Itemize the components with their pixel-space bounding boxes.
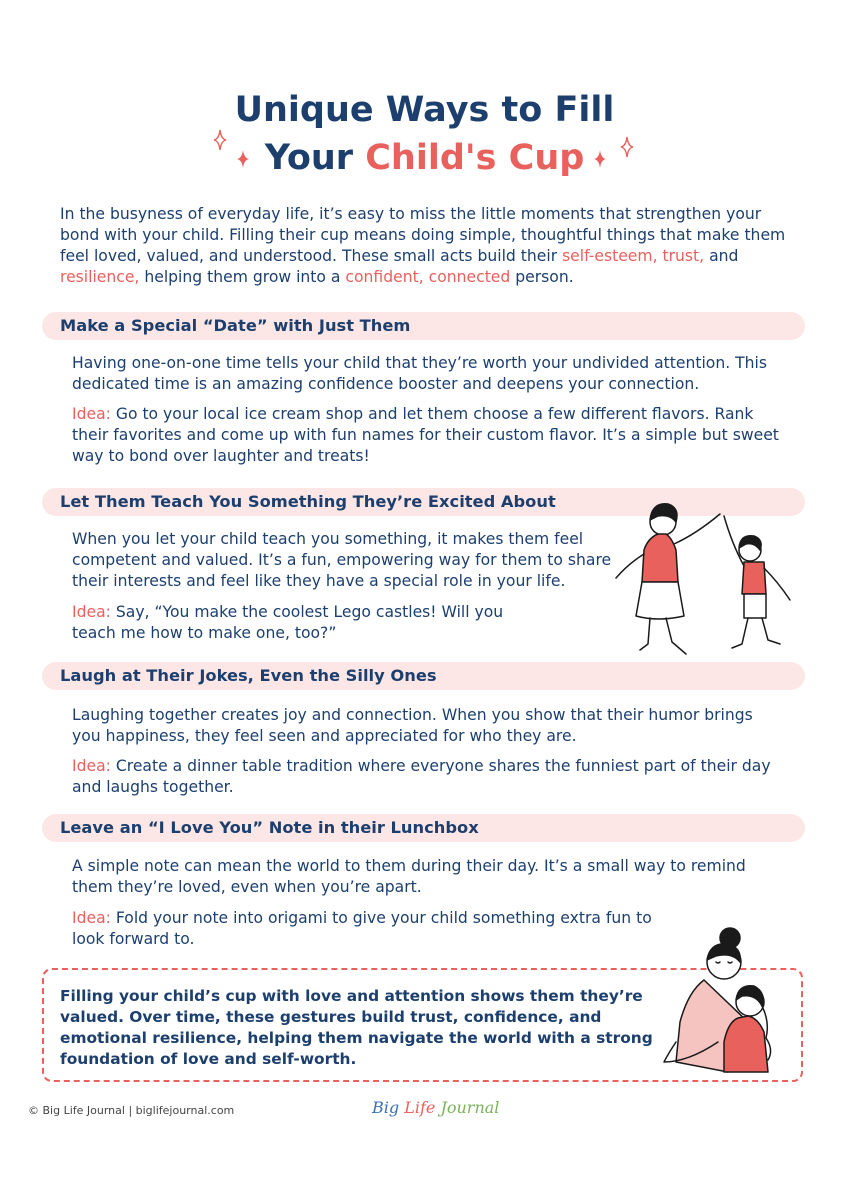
hug-illustration: [658, 922, 788, 1082]
idea-text: Fold your note into origami to give your child something extra fun to look forward to.: [72, 909, 652, 948]
intro-text: helping them grow into a: [139, 268, 346, 286]
sparkle-icon: [594, 150, 606, 168]
intro-highlight: self-esteem, trust,: [562, 247, 705, 265]
logo-word: Journal: [440, 1098, 500, 1117]
section-body: Laughing together creates joy and connection. When you show that their humor brings you happiness, they feel seen and appreciated for who they are.: [72, 706, 753, 745]
summary-callout-text: Filling your child’s cup with love and attention shows them they’re valued. Over time, these gestures build trust, confidence, and emotional resilience, helping them navigate the world with a strong foundation of love and self-worth.: [60, 987, 653, 1068]
section-body: A simple note can mean the world to them during their day. It’s a small way to remind them they’re loved, even when you’re apart.: [72, 857, 746, 896]
logo-word: Big: [372, 1098, 400, 1117]
intro-paragraph: [60, 204, 800, 288]
sparkle-icon: [620, 136, 634, 158]
section-idea: [72, 602, 522, 644]
sparkle-icon: [213, 129, 227, 151]
intro-text: and: [704, 247, 739, 265]
idea-text: Go to your local ice cream shop and let them choose a few different flavors. Rank their favorites and come up with fun names for their custom flavor. It’s a simple but sweet way to bond over laughter and treats!: [72, 405, 779, 465]
section-heading: Let Them Teach You Something They’re Excited About: [60, 492, 556, 511]
page-title-line2: [0, 138, 849, 178]
sparkle-icon: [237, 150, 249, 168]
title-part: Your: [264, 138, 366, 178]
section-idea: [72, 908, 652, 950]
intro-text: person.: [510, 268, 574, 286]
idea-label: Idea:: [72, 757, 111, 775]
section-body: When you let your child teach you something, it makes them feel competent and valued. It’s a fun, empowering way for them to share their interests and feel like they have a special role in your life.: [72, 530, 612, 590]
idea-label: Idea:: [72, 603, 111, 621]
intro-text: In the busyness of everyday life, it’s easy to miss the little moments that strengthen your bond with your child. Filling their cup means doing simple, thoughtful things that make them feel loved, valued, and understood. These small acts build their: [60, 205, 786, 265]
idea-text: Say, “You make the coolest Lego castles! Will you teach me how to make one, too?”: [72, 603, 504, 642]
footer-copyright: © Big Life Journal | biglifejournal.com: [28, 1104, 235, 1117]
section-heading: Leave an “I Love You” Note in their Lunchbox: [60, 818, 479, 837]
page-title-line1: Unique Ways to Fill: [234, 90, 615, 130]
logo-word: Life: [404, 1098, 436, 1117]
section-heading: Make a Special “Date” with Just Them: [60, 316, 411, 335]
idea-text: Create a dinner table tradition where everyone shares the funniest part of their day and laughs together.: [72, 757, 771, 796]
title-accent: Child's Cup: [365, 138, 585, 178]
high-five-illustration: [608, 494, 798, 662]
intro-highlight: resilience,: [60, 268, 140, 286]
section-body: Having one-on-one time tells your child that they’re worth your undivided attention. This dedicated time is an amazing confidence booster and deepens your connection.: [72, 354, 767, 393]
idea-label: Idea:: [72, 405, 111, 423]
section-idea: [72, 756, 782, 798]
big-life-journal-logo: [372, 1098, 499, 1117]
section-heading: Laugh at Their Jokes, Even the Silly Ones: [60, 666, 437, 685]
idea-label: Idea:: [72, 909, 111, 927]
section-idea: [72, 404, 782, 467]
intro-highlight: confident, connected: [345, 268, 511, 286]
